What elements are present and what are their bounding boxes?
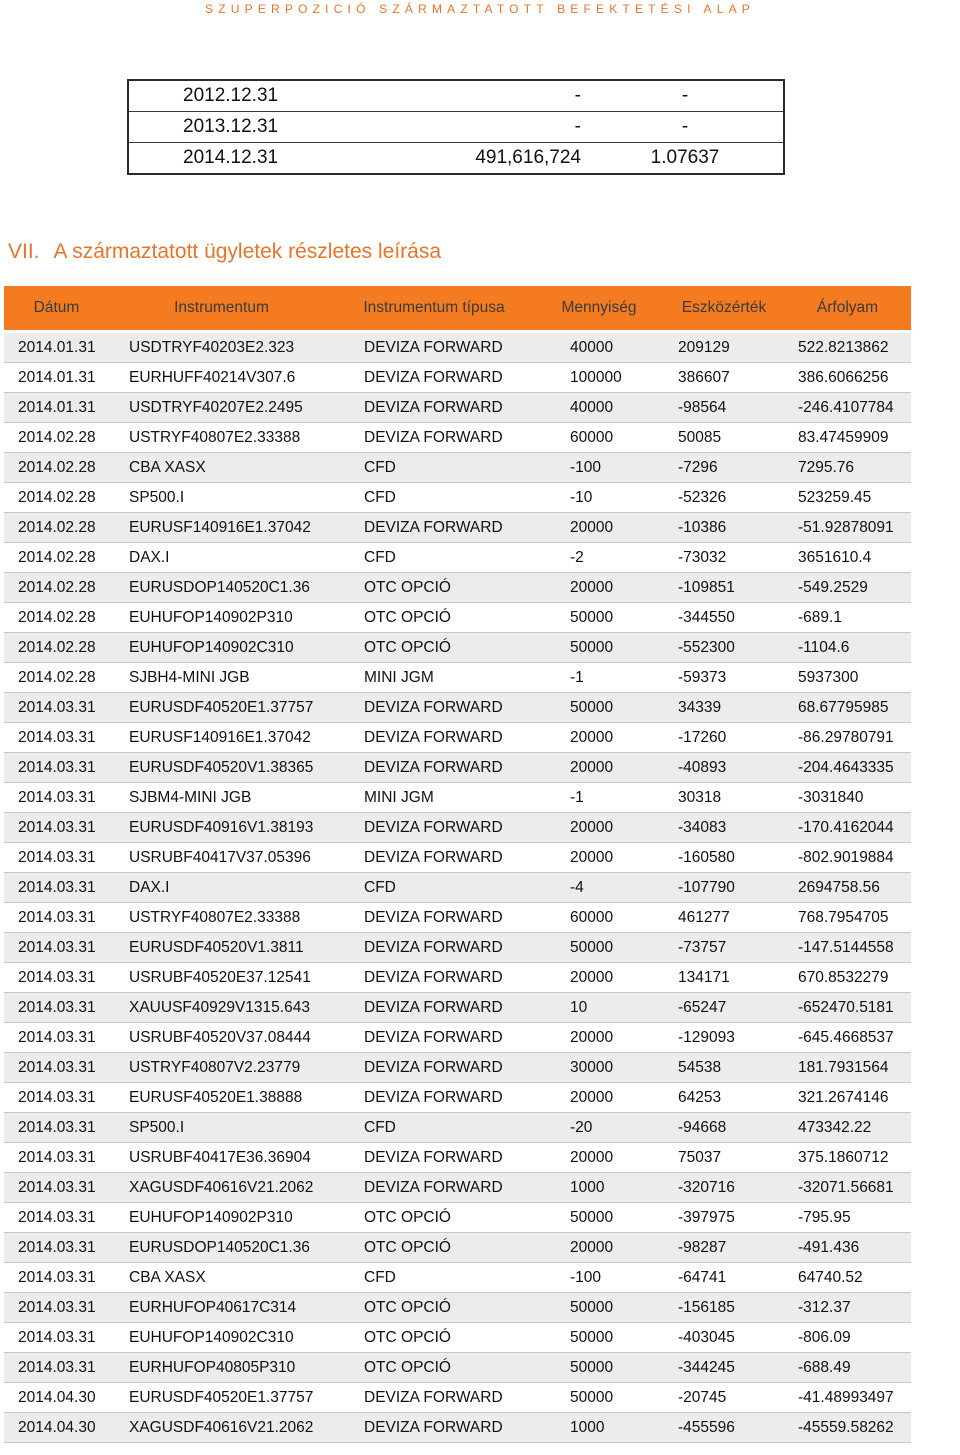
cell-price: 768.7954705: [784, 903, 911, 933]
cell-instrument-type: DEVIZA FORWARD: [334, 1143, 534, 1173]
cell-quantity: 40000: [534, 393, 664, 423]
cell-quantity: 20000: [534, 753, 664, 783]
cell-instrument-type: DEVIZA FORWARD: [334, 1023, 534, 1053]
cell-instrument-type: DEVIZA FORWARD: [334, 843, 534, 873]
summary-table: [127, 79, 785, 175]
column-header-instrument: Instrumentum: [109, 286, 334, 332]
cell-date: 2014.03.31: [4, 963, 109, 993]
cell-asset-value: -20745: [664, 1383, 784, 1413]
cell-price: -41.48993497: [784, 1383, 911, 1413]
summary-cell-rate: 1.07637: [587, 143, 784, 175]
table-row: [4, 813, 911, 843]
table-row: [4, 693, 911, 723]
cell-instrument: EURUSDOP140520C1.36: [109, 1233, 334, 1263]
cell-asset-value: -344550: [664, 603, 784, 633]
cell-quantity: 1000: [534, 1173, 664, 1203]
cell-price: -1104.6: [784, 633, 911, 663]
cell-asset-value: 461277: [664, 903, 784, 933]
cell-price: 181.7931564: [784, 1053, 911, 1083]
cell-asset-value: 134171: [664, 963, 784, 993]
cell-asset-value: -129093: [664, 1023, 784, 1053]
cell-instrument: EUHUFOP140902C310: [109, 1323, 334, 1353]
cell-instrument: USRUBF40520V37.08444: [109, 1023, 334, 1053]
table-row: [4, 1083, 911, 1113]
summary-row: [128, 112, 784, 143]
cell-price: -652470.5181: [784, 993, 911, 1023]
summary-cell-rate: -: [587, 80, 784, 112]
cell-asset-value: -65247: [664, 993, 784, 1023]
cell-quantity: 20000: [534, 1083, 664, 1113]
cell-price: 375.1860712: [784, 1143, 911, 1173]
cell-quantity: 20000: [534, 1023, 664, 1053]
table-row: [4, 603, 911, 633]
cell-asset-value: -397975: [664, 1203, 784, 1233]
table-row: [4, 1143, 911, 1173]
cell-date: 2014.02.28: [4, 603, 109, 633]
cell-quantity: 50000: [534, 1203, 664, 1233]
cell-asset-value: -34083: [664, 813, 784, 843]
cell-price: -204.4643335: [784, 753, 911, 783]
cell-instrument: EURUSDF40520V1.3811: [109, 933, 334, 963]
table-row: [4, 332, 911, 363]
cell-asset-value: -73757: [664, 933, 784, 963]
header-fund-title: SZUPERPOZICIÓ SZÁRMAZTATOTT BEFEKTETÉSI ALAP: [205, 2, 755, 16]
section-number: VII.: [8, 240, 40, 263]
cell-price: -688.49: [784, 1353, 911, 1383]
cell-date: 2014.03.31: [4, 753, 109, 783]
cell-instrument-type: DEVIZA FORWARD: [334, 1173, 534, 1203]
cell-asset-value: 209129: [664, 332, 784, 363]
cell-quantity: 20000: [534, 1143, 664, 1173]
cell-instrument-type: CFD: [334, 483, 534, 513]
cell-instrument: DAX.I: [109, 543, 334, 573]
cell-quantity: 50000: [534, 1383, 664, 1413]
column-header-instrument-type: Instrumentum típusa: [334, 286, 534, 332]
cell-price: 670.8532279: [784, 963, 911, 993]
cell-date: 2014.03.31: [4, 1143, 109, 1173]
table-row: [4, 723, 911, 753]
cell-price: 5937300: [784, 663, 911, 693]
cell-instrument: SJBH4-MINI JGB: [109, 663, 334, 693]
cell-instrument-type: DEVIZA FORWARD: [334, 393, 534, 423]
column-header-date: Dátum: [4, 286, 109, 332]
cell-instrument-type: OTC OPCIÓ: [334, 1323, 534, 1353]
cell-price: 386.6066256: [784, 363, 911, 393]
cell-instrument: EURUSDF40520E1.37757: [109, 693, 334, 723]
cell-date: 2014.04.30: [4, 1413, 109, 1443]
column-header-quantity: Mennyiség: [534, 286, 664, 332]
cell-date: 2014.01.31: [4, 363, 109, 393]
table-row: [4, 1293, 911, 1323]
cell-asset-value: -320716: [664, 1173, 784, 1203]
cell-price: 2694758.56: [784, 873, 911, 903]
table-row: [4, 1203, 911, 1233]
cell-date: 2014.03.31: [4, 783, 109, 813]
cell-instrument: SP500.I: [109, 1113, 334, 1143]
cell-instrument: EURUSF140916E1.37042: [109, 513, 334, 543]
cell-instrument: EURUSDF40520V1.38365: [109, 753, 334, 783]
cell-date: 2014.03.31: [4, 993, 109, 1023]
cell-instrument-type: MINI JGM: [334, 783, 534, 813]
cell-date: 2014.03.31: [4, 1083, 109, 1113]
cell-date: 2014.03.31: [4, 843, 109, 873]
cell-instrument-type: CFD: [334, 1263, 534, 1293]
cell-price: -806.09: [784, 1323, 911, 1353]
cell-date: 2014.03.31: [4, 1353, 109, 1383]
cell-date: 2014.02.28: [4, 663, 109, 693]
table-row: [4, 783, 911, 813]
cell-date: 2014.02.28: [4, 483, 109, 513]
cell-date: 2014.03.31: [4, 903, 109, 933]
cell-asset-value: -10386: [664, 513, 784, 543]
table-row: [4, 1173, 911, 1203]
cell-asset-value: -156185: [664, 1293, 784, 1323]
cell-instrument-type: MINI JGM: [334, 663, 534, 693]
cell-instrument: EURHUFOP40617C314: [109, 1293, 334, 1323]
cell-quantity: -100: [534, 1263, 664, 1293]
table-row: [4, 1053, 911, 1083]
section-title-text: A származtatott ügyletek részletes leírása: [53, 240, 442, 263]
cell-asset-value: -403045: [664, 1323, 784, 1353]
cell-quantity: -1: [534, 663, 664, 693]
cell-date: 2014.03.31: [4, 1203, 109, 1233]
cell-instrument: SP500.I: [109, 483, 334, 513]
cell-instrument: EUHUFOP140902P310: [109, 1203, 334, 1233]
cell-instrument: EUHUFOP140902P310: [109, 603, 334, 633]
column-header-price: Árfolyam: [784, 286, 911, 332]
cell-asset-value: -17260: [664, 723, 784, 753]
cell-instrument: EURUSDF40916V1.38193: [109, 813, 334, 843]
table-row: [4, 573, 911, 603]
table-row: [4, 543, 911, 573]
cell-date: 2014.03.31: [4, 933, 109, 963]
cell-price: -802.9019884: [784, 843, 911, 873]
cell-instrument: EURUSDF40520E1.37757: [109, 1383, 334, 1413]
cell-date: 2014.02.28: [4, 573, 109, 603]
cell-instrument: SJBM4-MINI JGB: [109, 783, 334, 813]
cell-quantity: -4: [534, 873, 664, 903]
cell-price: -246.4107784: [784, 393, 911, 423]
cell-instrument-type: OTC OPCIÓ: [334, 1203, 534, 1233]
cell-price: -45559.58262: [784, 1413, 911, 1443]
cell-instrument: EURUSF140916E1.37042: [109, 723, 334, 753]
cell-instrument: EURHUFOP40805P310: [109, 1353, 334, 1383]
table-row: [4, 1383, 911, 1413]
cell-asset-value: -98564: [664, 393, 784, 423]
section-heading: [8, 240, 441, 264]
cell-instrument: EURHUFF40214V307.6: [109, 363, 334, 393]
cell-instrument: CBA XASX: [109, 1263, 334, 1293]
cell-asset-value: 75037: [664, 1143, 784, 1173]
cell-quantity: -10: [534, 483, 664, 513]
summary-row: [128, 80, 784, 112]
cell-instrument: XAUUSF40929V1315.643: [109, 993, 334, 1023]
cell-quantity: 50000: [534, 933, 664, 963]
cell-instrument: EURUSF40520E1.38888: [109, 1083, 334, 1113]
table-row: [4, 843, 911, 873]
table-row: [4, 963, 911, 993]
table-row: [4, 903, 911, 933]
cell-asset-value: -73032: [664, 543, 784, 573]
cell-instrument-type: CFD: [334, 1113, 534, 1143]
cell-price: -32071.56681: [784, 1173, 911, 1203]
cell-quantity: 60000: [534, 423, 664, 453]
cell-asset-value: 30318: [664, 783, 784, 813]
cell-instrument-type: OTC OPCIÓ: [334, 573, 534, 603]
cell-instrument: XAGUSDF40616V21.2062: [109, 1413, 334, 1443]
cell-price: 68.67795985: [784, 693, 911, 723]
cell-asset-value: -552300: [664, 633, 784, 663]
cell-price: -491.436: [784, 1233, 911, 1263]
cell-instrument-type: DEVIZA FORWARD: [334, 723, 534, 753]
cell-price: -549.2529: [784, 573, 911, 603]
cell-date: 2014.02.28: [4, 543, 109, 573]
summary-cell-date: 2014.12.31: [128, 143, 363, 175]
cell-instrument-type: DEVIZA FORWARD: [334, 1083, 534, 1113]
cell-date: 2014.03.31: [4, 1263, 109, 1293]
cell-instrument-type: OTC OPCIÓ: [334, 633, 534, 663]
cell-quantity: -20: [534, 1113, 664, 1143]
cell-instrument-type: CFD: [334, 873, 534, 903]
cell-instrument: USTRYF40807E2.33388: [109, 423, 334, 453]
column-header-asset-value: Eszközérték: [664, 286, 784, 332]
table-header-row: [4, 286, 911, 332]
cell-quantity: 100000: [534, 363, 664, 393]
cell-instrument-type: DEVIZA FORWARD: [334, 423, 534, 453]
cell-price: -645.4668537: [784, 1023, 911, 1053]
table-row: [4, 663, 911, 693]
cell-price: 321.2674146: [784, 1083, 911, 1113]
cell-asset-value: -59373: [664, 663, 784, 693]
cell-price: -312.37: [784, 1293, 911, 1323]
cell-quantity: 20000: [534, 513, 664, 543]
cell-date: 2014.03.31: [4, 1233, 109, 1263]
cell-date: 2014.03.31: [4, 723, 109, 753]
cell-instrument: USDTRYF40207E2.2495: [109, 393, 334, 423]
cell-instrument-type: DEVIZA FORWARD: [334, 903, 534, 933]
cell-asset-value: 50085: [664, 423, 784, 453]
summary-cell-rate: -: [587, 112, 784, 143]
cell-date: 2014.03.31: [4, 1023, 109, 1053]
cell-instrument-type: DEVIZA FORWARD: [334, 1383, 534, 1413]
cell-instrument-type: DEVIZA FORWARD: [334, 332, 534, 363]
summary-cell-value: -: [363, 112, 587, 143]
cell-asset-value: -7296: [664, 453, 784, 483]
cell-price: 473342.22: [784, 1113, 911, 1143]
cell-date: 2014.02.28: [4, 633, 109, 663]
cell-price: -147.5144558: [784, 933, 911, 963]
cell-quantity: 10: [534, 993, 664, 1023]
cell-instrument-type: DEVIZA FORWARD: [334, 1413, 534, 1443]
cell-date: 2014.03.31: [4, 1053, 109, 1083]
table-row: [4, 933, 911, 963]
cell-instrument-type: OTC OPCIÓ: [334, 1233, 534, 1263]
cell-instrument-type: DEVIZA FORWARD: [334, 963, 534, 993]
cell-quantity: 50000: [534, 693, 664, 723]
table-row: [4, 423, 911, 453]
cell-instrument-type: DEVIZA FORWARD: [334, 933, 534, 963]
summary-cell-value: 491,616,724: [363, 143, 587, 175]
cell-date: 2014.02.28: [4, 423, 109, 453]
cell-date: 2014.03.31: [4, 1323, 109, 1353]
cell-quantity: 30000: [534, 1053, 664, 1083]
cell-asset-value: -109851: [664, 573, 784, 603]
cell-asset-value: -160580: [664, 843, 784, 873]
cell-date: 2014.02.28: [4, 513, 109, 543]
cell-asset-value: -52326: [664, 483, 784, 513]
table-row: [4, 753, 911, 783]
cell-instrument: USDTRYF40203E2.323: [109, 332, 334, 363]
cell-instrument: DAX.I: [109, 873, 334, 903]
cell-quantity: 60000: [534, 903, 664, 933]
cell-instrument: USRUBF40417V37.05396: [109, 843, 334, 873]
cell-quantity: 50000: [534, 1353, 664, 1383]
cell-price: -51.92878091: [784, 513, 911, 543]
table-row: [4, 483, 911, 513]
table-row: [4, 993, 911, 1023]
cell-asset-value: 54538: [664, 1053, 784, 1083]
cell-date: 2014.01.31: [4, 393, 109, 423]
cell-instrument: USTRYF40807E2.33388: [109, 903, 334, 933]
cell-instrument-type: DEVIZA FORWARD: [334, 693, 534, 723]
cell-quantity: 50000: [534, 603, 664, 633]
cell-price: 3651610.4: [784, 543, 911, 573]
cell-instrument-type: OTC OPCIÓ: [334, 1293, 534, 1323]
cell-instrument-type: DEVIZA FORWARD: [334, 1053, 534, 1083]
cell-asset-value: -94668: [664, 1113, 784, 1143]
cell-asset-value: -40893: [664, 753, 784, 783]
cell-price: 522.8213862: [784, 332, 911, 363]
table-row: [4, 1353, 911, 1383]
cell-instrument-type: DEVIZA FORWARD: [334, 363, 534, 393]
cell-price: 64740.52: [784, 1263, 911, 1293]
cell-instrument: USRUBF40417E36.36904: [109, 1143, 334, 1173]
cell-instrument-type: DEVIZA FORWARD: [334, 813, 534, 843]
table-row: [4, 513, 911, 543]
cell-date: 2014.03.31: [4, 813, 109, 843]
cell-price: 83.47459909: [784, 423, 911, 453]
cell-instrument-type: DEVIZA FORWARD: [334, 753, 534, 783]
table-row: [4, 1233, 911, 1263]
cell-price: 7295.76: [784, 453, 911, 483]
cell-price: 523259.45: [784, 483, 911, 513]
cell-instrument: XAGUSDF40616V21.2062: [109, 1173, 334, 1203]
cell-quantity: 20000: [534, 963, 664, 993]
cell-price: -170.4162044: [784, 813, 911, 843]
cell-quantity: 50000: [534, 1293, 664, 1323]
cell-asset-value: 34339: [664, 693, 784, 723]
summary-cell-date: 2013.12.31: [128, 112, 363, 143]
table-row: [4, 1263, 911, 1293]
cell-instrument-type: CFD: [334, 543, 534, 573]
table-row: [4, 1113, 911, 1143]
cell-asset-value: -455596: [664, 1413, 784, 1443]
cell-quantity: 1000: [534, 1413, 664, 1443]
cell-instrument: CBA XASX: [109, 453, 334, 483]
table-row: [4, 873, 911, 903]
cell-asset-value: -344245: [664, 1353, 784, 1383]
table-row: [4, 393, 911, 423]
cell-price: -689.1: [784, 603, 911, 633]
cell-quantity: 20000: [534, 843, 664, 873]
cell-instrument-type: DEVIZA FORWARD: [334, 513, 534, 543]
table-row: [4, 453, 911, 483]
summary-cell-date: 2012.12.31: [128, 80, 363, 112]
cell-asset-value: -98287: [664, 1233, 784, 1263]
table-row: [4, 1023, 911, 1053]
table-row: [4, 633, 911, 663]
cell-price: -3031840: [784, 783, 911, 813]
cell-date: 2014.03.31: [4, 873, 109, 903]
cell-instrument: EURUSDOP140520C1.36: [109, 573, 334, 603]
cell-date: 2014.02.28: [4, 453, 109, 483]
cell-instrument-type: OTC OPCIÓ: [334, 603, 534, 633]
cell-asset-value: 386607: [664, 363, 784, 393]
cell-quantity: 20000: [534, 813, 664, 843]
cell-date: 2014.03.31: [4, 693, 109, 723]
cell-date: 2014.03.31: [4, 1293, 109, 1323]
cell-quantity: -100: [534, 453, 664, 483]
table-row: [4, 1323, 911, 1353]
cell-instrument: EUHUFOP140902C310: [109, 633, 334, 663]
cell-quantity: -2: [534, 543, 664, 573]
cell-instrument-type: CFD: [334, 453, 534, 483]
cell-quantity: 20000: [534, 573, 664, 603]
cell-instrument-type: OTC OPCIÓ: [334, 1353, 534, 1383]
cell-asset-value: -64741: [664, 1263, 784, 1293]
cell-quantity: 20000: [534, 1233, 664, 1263]
cell-asset-value: -107790: [664, 873, 784, 903]
cell-quantity: 50000: [534, 1323, 664, 1353]
summary-row: [128, 143, 784, 175]
summary-cell-value: -: [363, 80, 587, 112]
cell-date: 2014.03.31: [4, 1173, 109, 1203]
cell-instrument: USTRYF40807V2.23779: [109, 1053, 334, 1083]
cell-asset-value: 64253: [664, 1083, 784, 1113]
cell-instrument-type: DEVIZA FORWARD: [334, 993, 534, 1023]
cell-instrument: USRUBF40520E37.12541: [109, 963, 334, 993]
cell-price: -795.95: [784, 1203, 911, 1233]
cell-quantity: 50000: [534, 633, 664, 663]
cell-date: 2014.01.31: [4, 332, 109, 363]
table-row: [4, 1413, 911, 1443]
cell-quantity: -1: [534, 783, 664, 813]
cell-date: 2014.03.31: [4, 1113, 109, 1143]
cell-quantity: 20000: [534, 723, 664, 753]
derivatives-detail-table: [4, 286, 911, 1443]
cell-quantity: 40000: [534, 332, 664, 363]
cell-date: 2014.04.30: [4, 1383, 109, 1413]
table-row: [4, 363, 911, 393]
cell-price: -86.29780791: [784, 723, 911, 753]
